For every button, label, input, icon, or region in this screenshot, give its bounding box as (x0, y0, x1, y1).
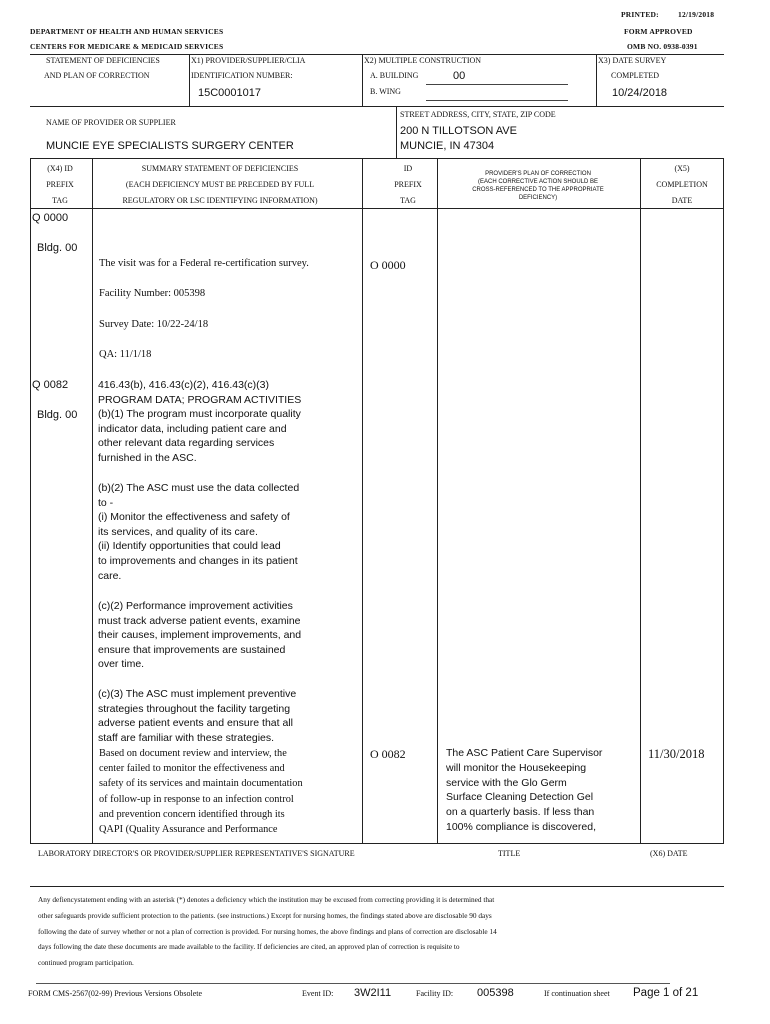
disclaimer-line-5: continued program participation. (38, 958, 134, 967)
id-o0000: O 0000 (370, 258, 406, 272)
plan-header-4: DEFICIENCY) (518, 195, 558, 201)
completion-date: 11/30/2018 (648, 747, 705, 761)
event-id-label: Event ID: (302, 989, 334, 998)
finding-text: Based on document review and interview, the center failed to monitor the effectiveness and safety of its services and maintain documentation of follow-up in response to an infection control and prevention concern identified through its QAPI (Quality Assurance and Performance (99, 748, 303, 836)
provider-name-value: MUNCIE EYE SPECIALISTS SURGERY CENTER (46, 140, 294, 152)
wing-label: B. WING (370, 87, 401, 96)
completed-label: COMPLETED (611, 71, 659, 80)
survey-date-text: Survey Date: 10/22-24/18 (99, 319, 209, 330)
disclaimer-line-4: days following the date these documents are made available to the facility. If deficiencies are cited, an approved plan of correction is requisite to (38, 942, 460, 951)
disclaimer-line-2: other safeguards provide sufficient protection to the patients. (see instructions.) Except for nursing homes, the findings stated above are disclosable 90 days (38, 911, 492, 920)
centers-title: CENTERS FOR MEDICARE & MEDICAID SERVICES (30, 42, 224, 51)
provider-id-value: 15C0001017 (198, 87, 262, 99)
provider-name-label: NAME OF PROVIDER OR SUPPLIER (46, 118, 176, 127)
completion-header: COMPLETION (656, 180, 708, 189)
plan-of-correction-label: AND PLAN OF CORRECTION (44, 71, 150, 80)
qa-date-text: QA: 11/1/18 (99, 349, 152, 360)
building-value: 00 (453, 70, 466, 82)
x5-header: (X5) (674, 164, 690, 173)
printed-label: PRINTED: (621, 10, 659, 19)
printed-date: 12/19/2018 (678, 10, 715, 19)
multiple-construction-label: X2) MULTIPLE CONSTRUCTION (364, 56, 482, 65)
address-line-2: MUNCIE, IN 47304 (400, 140, 495, 152)
summary-header-3: REGULATORY OR LSC IDENTIFYING INFORMATION) (122, 196, 318, 205)
title-label: TITLE (498, 849, 521, 858)
x4-tag-header: TAG (52, 196, 68, 205)
street-address-label: STREET ADDRESS, CITY, STATE, ZIP CODE (400, 110, 556, 119)
regulation-b1-text: 416.43(b), 416.43(c)(2), 416.43(c)(3) PROGRAM DATA; PROGRAM ACTIVITIES (b)(1) The program must incorporate quality indicator data, including patient care and other relevant data regarding services furnished in the ASC. (98, 379, 302, 464)
tag-q0082: Q 0082 (32, 379, 69, 391)
regulation-c2-text: (c)(2) Performance improvement activities must track adverse patient events, examine their causes, implement improvements, and ensure that improvements are sustained over time. (98, 600, 302, 671)
date-survey-label: X3) DATE SURVEY (598, 56, 667, 65)
provider-id-label: X1) PROVIDER/SUPPLIER/CLIA (191, 56, 306, 65)
omb-number: OMB NO. 0938-0391 (627, 42, 698, 51)
statement-label: STATEMENT OF DEFICIENCIES (46, 56, 160, 65)
x4-prefix-header: PREFIX (46, 180, 74, 189)
regulation-c3-text: (c)(3) The ASC must implement preventive strategies throughout the facility targeting adverse patient events and ensure that all staff are familiar with these strategies. (98, 688, 297, 744)
x6-date-label: (X6) DATE (650, 849, 688, 858)
id-o0082: O 0082 (370, 747, 406, 761)
bldg-row1: Bldg. 00 (37, 242, 78, 254)
disclaimer-line-1: Any defiencystatement ending with an asterisk (*) denotes a deficiency which the institution may be excused from correcting providing it is determined that (38, 895, 495, 904)
page-number: Page 1 of 21 (633, 987, 699, 999)
event-id-value: 3W2I11 (354, 987, 392, 999)
plan-header-1: PROVIDER'S PLAN OF CORRECTION (485, 171, 591, 177)
director-signature-label: LABORATORY DIRECTOR'S OR PROVIDER/SUPPLIER REPRESENTATIVE'S SIGNATURE (38, 849, 355, 858)
summary-header-2: (EACH DEFICIENCY MUST BE PRECEDED BY FULL (125, 180, 315, 189)
facility-number-text: Facility Number: 005398 (99, 288, 206, 299)
plan-header-2: (EACH CORRECTIVE ACTION SHOULD BE (477, 179, 599, 185)
identification-number-label: IDENTIFICATION NUMBER: (191, 71, 293, 80)
department-title: DEPARTMENT OF HEALTH AND HUMAN SERVICES (30, 27, 224, 36)
survey-visit-text: The visit was for a Federal re-certification survey. (99, 258, 309, 269)
continuation-label: If continuation sheet (544, 989, 610, 998)
plan-header-3: CROSS-REFERENCED TO THE APPROPRIATE (472, 187, 604, 193)
date-header: DATE (671, 196, 693, 205)
facility-id-value: 005398 (477, 987, 514, 999)
disclaimer-line-3: following the date of survey whether or not a plan of correction is provided. For nursing homes, the above findings and plans of correction are disclosable 14 (38, 927, 497, 936)
address-line-1: 200 N TILLOTSON AVE (400, 125, 517, 137)
form-approved: FORM APPROVED (624, 27, 693, 36)
id-header: ID (403, 164, 413, 173)
id-prefix-header: PREFIX (394, 180, 422, 189)
facility-id-label: Facility ID: (416, 989, 454, 998)
bldg-row2: Bldg. 00 (37, 409, 78, 421)
x4-id-header: (X4) ID (47, 164, 73, 173)
plan-of-correction-text: The ASC Patient Care Supervisor will monitor the Housekeeping service with the Glo Germ Surface Cleaning Detection Gel on a quarterly basis. If less than 100% compliance is discovered, (446, 747, 603, 833)
id-tag-header: TAG (400, 196, 416, 205)
regulation-b2-text: (b)(2) The ASC must use the data collected to - (i) Monitor the effectiveness and safety of its services, and quality of its care. (ii) Identify opportunities that could lead to improvements and changes in its patient care. (98, 482, 300, 582)
form-number: FORM CMS-2567(02-99) Previous Versions Obsolete (28, 989, 203, 998)
date-survey-value: 10/24/2018 (612, 87, 668, 99)
summary-header-1: SUMMARY STATEMENT OF DEFICIENCIES (141, 164, 299, 173)
tag-q0000: Q 0000 (32, 212, 69, 224)
building-label: A. BUILDING (370, 71, 419, 80)
